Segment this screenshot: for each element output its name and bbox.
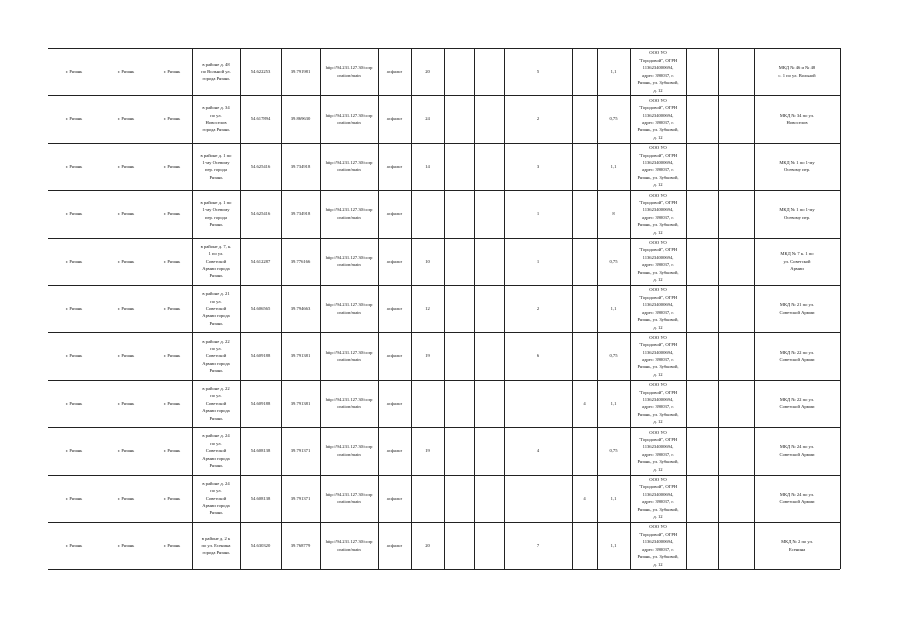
- cell-c2: г. Рязань: [117, 258, 135, 264]
- cell-lon: 39.776166: [290, 258, 311, 264]
- cell-v14: [686, 285, 718, 332]
- cell-addr: в районе д. 21 по ул. Советской Армии города Рязань: [202, 291, 230, 326]
- cell-n1: 1: [536, 258, 540, 264]
- cell-n2: [572, 238, 597, 285]
- cell-addr: в районе д. 7, к. 1 по ул. Советской Армии города Рязань: [200, 243, 232, 279]
- cell-c3: г. Рязань: [163, 116, 181, 122]
- cell-url: http://94.231.127.30/corp oration/main: [325, 491, 373, 505]
- cell-n2: [572, 522, 597, 569]
- cell-org: ООО УО "Городовой", ОГРН 1136234000694, адрес: 390037, г. Рязань, ул. Зубковой, д. 12: [637, 192, 679, 235]
- cell-c1: г. Рязань: [65, 542, 83, 548]
- cell-vol: 8: [612, 211, 615, 217]
- cell-area: 20: [425, 542, 430, 548]
- cell-desc: МКД № 24 по ул. Советской Армии: [779, 491, 815, 505]
- cell-org: ООО УО "Городовой", ОГРН 1136234000694, адрес: 390037, г. Рязань, ул. Зубковой, д. 12: [637, 477, 679, 520]
- cell-v8: [474, 48, 504, 95]
- cell-desc: МКД № 22 по ул. Советской Армии: [779, 349, 815, 363]
- cell-v7: [444, 427, 474, 474]
- cell-v15: [718, 332, 754, 379]
- cell-n1: 6: [536, 353, 540, 359]
- cell-lon: 39.794663: [290, 305, 311, 311]
- cell-addr: в районе д. 48 по Вольной ул. города Рязань: [201, 61, 231, 82]
- cell-n2: [572, 190, 597, 237]
- cell-mat: асфальт: [386, 211, 403, 217]
- cell-area: 10: [425, 258, 430, 264]
- cell-n2: [572, 427, 597, 474]
- cell-vol: 1,1: [610, 542, 617, 548]
- cell-c3: г. Рязань: [163, 68, 181, 74]
- cell-url: http://94.231.127.30/corp oration/main: [325, 207, 373, 220]
- cell-org: ООО УО "Городовой", ОГРН 1136234000694, адрес: 390037, г. Рязань, ул. Зубковой, д. 12: [637, 334, 679, 377]
- cell-org: ООО УО "Городовой", ОГРН 1136234000694, адрес: 390037, г. Рязань, ул. Зубковой, д. 12: [637, 50, 679, 93]
- cell-v15: [718, 475, 754, 522]
- cell-c2: г. Рязань: [117, 353, 135, 359]
- cell-c3: г. Рязань: [163, 163, 181, 169]
- cell-v14: [686, 522, 718, 569]
- cell-c1: г. Рязань: [65, 258, 83, 264]
- cell-area: [411, 475, 444, 522]
- cell-mat: асфальт: [386, 542, 403, 548]
- cell-desc: МКД № 21 по ул. Советской Армии: [779, 302, 815, 315]
- cell-c1: г. Рязань: [65, 448, 83, 454]
- cell-n1: 1: [536, 211, 540, 217]
- cell-c2: г. Рязань: [117, 163, 135, 169]
- cell-url: http://94.231.127.30/corp oration/main: [325, 112, 373, 126]
- cell-c2: г. Рязань: [117, 68, 135, 74]
- cell-v14: [686, 190, 718, 237]
- cell-c2: г. Рязань: [117, 542, 135, 548]
- cell-addr: в районе д. 1 по 1-му Осевому пер. города Рязань: [200, 152, 232, 180]
- cell-vol: 1,1: [610, 305, 617, 311]
- cell-addr: в районе д. 2 к по ул. Есенина города Рязань: [201, 535, 231, 556]
- cell-lat: 54.606565: [250, 305, 271, 311]
- cell-c3: г. Рязань: [163, 448, 181, 454]
- cell-v15: [718, 380, 754, 427]
- cell-n1: 5: [536, 68, 540, 74]
- cell-c3: г. Рязань: [163, 258, 181, 264]
- cell-n1: 7: [536, 542, 540, 548]
- cell-org: ООО УО "Городовой", ОГРН 1136234000694, адрес: 390037, г. Рязань, ул. Зубковой, д. 12: [637, 97, 679, 140]
- cell-v14: [686, 95, 718, 142]
- cell-v8: [474, 238, 504, 285]
- cell-mat: асфальт: [386, 163, 403, 169]
- cell-c1: г. Рязань: [65, 68, 83, 74]
- cell-vol: 0,75: [609, 448, 618, 454]
- cell-v7: [444, 238, 474, 285]
- cell-n2: [572, 143, 597, 190]
- cell-lon: 39.734918: [290, 163, 311, 169]
- cell-desc: МКД № 1 по 1-му Осевому пер.: [779, 207, 815, 220]
- cell-org: ООО УО "Городовой", ОГРН 1136234000694, адрес: 390037, г. Рязань, ул. Зубковой, д. 12: [637, 240, 679, 283]
- cell-desc: МКД № 34 по ул. Новоселов: [779, 112, 815, 126]
- cell-vol: 0,75: [609, 116, 618, 122]
- cell-desc: МКД № 24 по ул. Советской Армии: [779, 444, 815, 457]
- cell-v14: [686, 332, 718, 379]
- cell-lat: 54.608138: [250, 448, 271, 454]
- cell-v8: [474, 143, 504, 190]
- cell-org: ООО УО "Городовой", ОГРН 1136234000694, адрес: 390037, г. Рязань, ул. Зубковой, д. 12: [637, 429, 679, 472]
- cell-area: 24: [425, 116, 430, 122]
- cell-url: http://94.231.127.30/corp oration/main: [325, 397, 373, 410]
- cell-mat: асфальт: [386, 68, 403, 74]
- cell-org: ООО УО "Городовой", ОГРН 1136234000694, адрес: 390037, г. Рязань, ул. Зубковой, д. 12: [637, 382, 679, 425]
- cell-c2: г. Рязань: [117, 400, 135, 406]
- cell-org: ООО УО "Городовой", ОГРН 1136234000694, адрес: 390037, г. Рязань, ул. Зубковой, д. 12: [637, 287, 679, 330]
- cell-mat: асфальт: [386, 495, 403, 501]
- cell-c2: г. Рязань: [117, 305, 135, 311]
- cell-url: http://94.231.127.30/corp oration/main: [325, 444, 373, 457]
- cell-c3: г. Рязань: [163, 353, 181, 359]
- cell-v14: [686, 238, 718, 285]
- cell-lon: 39.791371: [290, 448, 311, 454]
- cell-c2: г. Рязань: [117, 211, 135, 217]
- column-divider: [840, 48, 841, 569]
- cell-lat: 54.625416: [250, 211, 271, 217]
- cell-v7: [444, 143, 474, 190]
- cell-area: 19: [425, 353, 430, 359]
- cell-n2: 4: [583, 400, 586, 406]
- cell-url: http://94.231.127.30/corp oration/main: [325, 539, 373, 552]
- cell-v8: [474, 380, 504, 427]
- cell-v15: [718, 522, 754, 569]
- cell-mat: асфальт: [386, 353, 403, 359]
- cell-area: 19: [425, 448, 430, 454]
- cell-v15: [718, 238, 754, 285]
- cell-c1: г. Рязань: [65, 163, 83, 169]
- cell-mat: асфальт: [386, 305, 403, 311]
- cell-v15: [718, 285, 754, 332]
- cell-v7: [444, 380, 474, 427]
- cell-v8: [474, 332, 504, 379]
- cell-v7: [444, 48, 474, 95]
- cell-addr: в районе д. 1 по 1-му Осевому пер. города Рязань: [200, 200, 232, 228]
- cell-n1: 4: [536, 448, 540, 454]
- cell-c3: г. Рязань: [163, 400, 181, 406]
- cell-n2: [572, 285, 597, 332]
- cell-mat: асфальт: [386, 258, 403, 264]
- cell-v7: [444, 95, 474, 142]
- cell-v14: [686, 48, 718, 95]
- cell-lat: 54.609188: [250, 400, 271, 406]
- cell-v7: [444, 475, 474, 522]
- cell-area: 20: [425, 68, 430, 74]
- cell-lon: 39.791371: [290, 495, 311, 501]
- cell-mat: асфальт: [386, 116, 403, 122]
- cell-vol: 1,1: [610, 163, 617, 169]
- cell-mat: асфальт: [386, 448, 403, 454]
- cell-n1: 2: [536, 116, 540, 122]
- cell-area: [411, 190, 444, 237]
- cell-desc: МКД № 22 по ул. Советской Армии: [779, 397, 815, 410]
- cell-n2: 4: [583, 495, 586, 501]
- cell-v15: [718, 190, 754, 237]
- cell-url: http://94.231.127.30/corp oration/main: [325, 160, 373, 173]
- cell-desc: МКД № 7 к. 1 по ул. Советской Армии: [780, 251, 814, 271]
- cell-desc: МКД № 1 по 1-му Осевому пер.: [779, 160, 815, 173]
- cell-v7: [444, 332, 474, 379]
- cell-lat: 54.608138: [250, 495, 271, 501]
- cell-vol: 1,1: [610, 495, 617, 501]
- cell-lon: 39.768779: [290, 542, 311, 548]
- cell-v8: [474, 427, 504, 474]
- cell-v14: [686, 427, 718, 474]
- cell-vol: 1,1: [610, 400, 617, 406]
- cell-org: ООО УО "Городовой", ОГРН 1136234000694, адрес: 390037, г. Рязань, ул. Зубковой, д. 12: [637, 145, 679, 188]
- cell-c1: г. Рязань: [65, 116, 83, 122]
- cell-vol: 0,75: [609, 353, 618, 359]
- cell-lon: 39.734918: [290, 211, 311, 217]
- cell-n1: 2: [536, 305, 540, 311]
- cell-lat: 54.622253: [250, 68, 271, 74]
- cell-n2: [572, 332, 597, 379]
- cell-desc: МКД № 2 по ул. Есенина: [781, 539, 813, 552]
- cell-desc: МКД № 46 и № 48 с. 1 по ул. Вольной: [778, 65, 816, 78]
- cell-url: http://94.231.127.30/corp oration/main: [325, 65, 373, 78]
- cell-c1: г. Рязань: [65, 305, 83, 311]
- cell-v15: [718, 427, 754, 474]
- cell-v7: [444, 190, 474, 237]
- cell-addr: в районе д. 24 по ул. Советской Армии города Рязань: [202, 480, 230, 516]
- cell-v15: [718, 143, 754, 190]
- cell-n1: [504, 475, 572, 522]
- cell-n2: [572, 48, 597, 95]
- cell-v7: [444, 285, 474, 332]
- cell-v8: [474, 95, 504, 142]
- cell-lon: 39.869630: [290, 116, 311, 122]
- cell-addr: в районе д. 22 по ул. Советской Армии города Рязань: [202, 338, 230, 374]
- cell-lat: 54.625416: [250, 163, 271, 169]
- cell-v15: [718, 48, 754, 95]
- cell-c1: г. Рязань: [65, 211, 83, 217]
- cell-addr: в районе д. 22 по ул. Советской Армии города Рязань: [202, 385, 230, 421]
- cell-c2: г. Рязань: [117, 495, 135, 501]
- cell-lon: 39.791381: [290, 353, 311, 359]
- cell-c3: г. Рязань: [163, 211, 181, 217]
- cell-v7: [444, 522, 474, 569]
- cell-v8: [474, 475, 504, 522]
- cell-v15: [718, 95, 754, 142]
- cell-area: 14: [425, 163, 430, 169]
- cell-c3: г. Рязань: [163, 495, 181, 501]
- cell-v8: [474, 285, 504, 332]
- cell-c1: г. Рязань: [65, 495, 83, 501]
- cell-org: ООО УО "Городовой", ОГРН 1136234000694, адрес: 390037, г. Рязань, ул. Зубковой, д. 12: [637, 524, 679, 567]
- cell-url: http://94.231.127.30/corp oration/main: [325, 254, 373, 268]
- cell-vol: 1,1: [610, 68, 617, 74]
- cell-addr: в районе д. 24 по ул. Советской Армии города Рязань: [202, 433, 230, 468]
- cell-lat: 54.617894: [250, 116, 271, 122]
- cell-c1: г. Рязань: [65, 400, 83, 406]
- cell-addr: в районе д. 34 по ул. Новоселов города Рязань: [202, 105, 230, 133]
- cell-lat: 54.609188: [250, 353, 271, 359]
- cell-v14: [686, 143, 718, 190]
- cell-c3: г. Рязань: [163, 542, 181, 548]
- cell-vol: 0,75: [609, 258, 618, 264]
- cell-n1: 3: [536, 163, 540, 169]
- cell-lat: 54.630320: [250, 542, 271, 548]
- cell-mat: асфальт: [386, 400, 403, 406]
- cell-area: 12: [425, 305, 430, 311]
- cell-c3: г. Рязань: [163, 305, 181, 311]
- cell-url: http://94.231.127.30/corp oration/main: [325, 349, 373, 363]
- cell-lon: 39.791381: [290, 400, 311, 406]
- cell-area: [411, 380, 444, 427]
- cell-v14: [686, 475, 718, 522]
- cell-url: http://94.231.127.30/corp oration/main: [325, 302, 373, 315]
- cell-c2: г. Рязань: [117, 116, 135, 122]
- cell-v14: [686, 380, 718, 427]
- cell-n1: [504, 380, 572, 427]
- cell-n2: [572, 95, 597, 142]
- cell-c2: г. Рязань: [117, 448, 135, 454]
- cell-v8: [474, 190, 504, 237]
- cell-c1: г. Рязань: [65, 353, 83, 359]
- cell-v8: [474, 522, 504, 569]
- cell-lat: 54.612287: [250, 258, 271, 264]
- cell-lon: 39.791981: [290, 68, 311, 74]
